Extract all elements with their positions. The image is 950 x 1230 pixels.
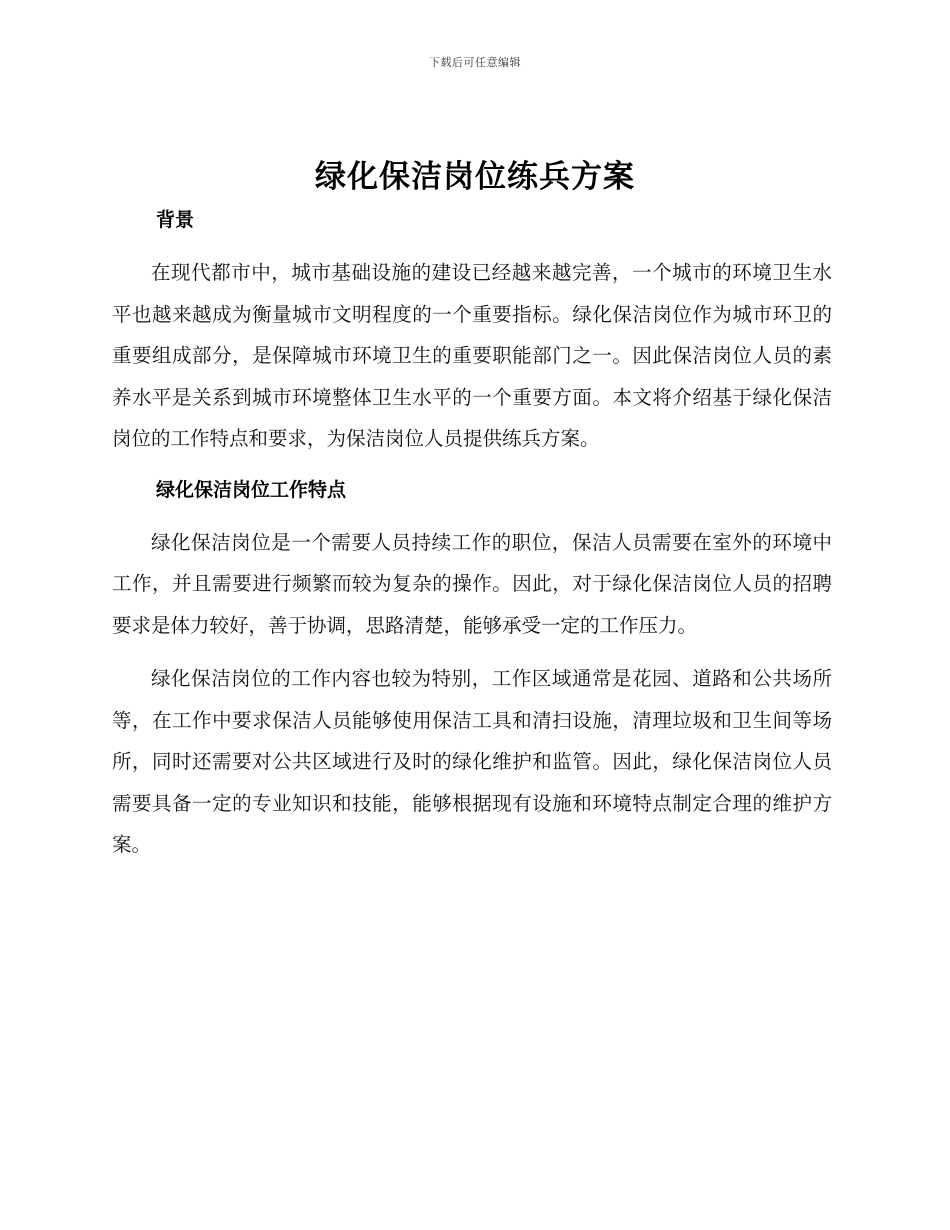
paragraph-background: 在现代都市中，城市基础设施的建设已经越来越完善，一个城市的环境卫生水平也越来越成为衡量城市文明程度的一个重要指标。绿化保洁岗位作为城市环卫的重要组成部分，是保障城市环境卫生的重要职能部门之一。因此保洁岗位人员的素养水平是关系到城市环境整体卫生水平的一个重要方面。本文将介绍基于绿化保洁岗位的工作特点和要求，为保洁岗位人员提供练兵方案。 [112,261,832,450]
section-heading-work-features: 绿化保洁岗位工作特点 [156,478,347,501]
header-note: 下载后可任意编辑 [429,56,521,69]
document-body [112,200,832,866]
paragraph-work-features-1: 绿化保洁岗位是一个需要人员持续工作的职位，保洁人员需要在室外的环境中工作，并且需要进行频繁而较为复杂的操作。因此，对于绿化保洁岗位人员的招聘要求是体力较好，善于协调，思路清楚，能够承受一定的工作压力。 [112,530,832,637]
document-title: 绿化保洁岗位练兵方案 [315,159,635,195]
paragraph-work-features-2: 绿化保洁岗位的工作内容也较为特别，工作区域通常是花园、道路和公共场所等，在工作中要求保洁人员能够使用保洁工具和清扫设施，清理垃圾和卫生间等场所，同时还需要对公共区域进行及时的绿化维护和监管。因此，绿化保洁岗位人员需要具备一定的专业知识和技能，能够根据现有设施和环境特点制定合理的维护方案。 [112,667,832,856]
section-heading-background: 背景 [156,209,195,231]
